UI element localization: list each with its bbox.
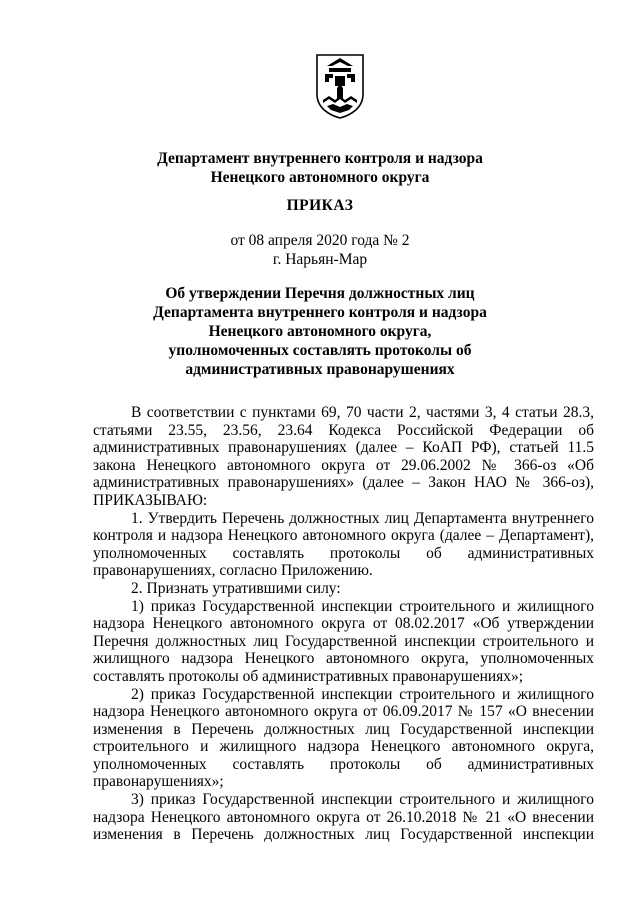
subject-line-3: Ненецкого автономного округа, [208,323,432,340]
document-body [93,404,594,844]
paragraph-item-2: 2. Признать утратившими силу: [131,579,341,597]
subject-line-4: уполномоченных составлять протоколы об [168,342,472,359]
department-name-line-2: Ненецкого автономного округа [210,169,430,186]
paragraph-item-1: 1. Утвердить Перечень должностных лиц Департамента внутреннего контроля и надзора Ненецкого автономного округа (далее – Департамент), уполномоченных составлять протоколы об административных правонарушениях, согласно Приложению. [93,509,594,580]
subject-line-2: Департамента внутреннего контроля и надзора [153,304,487,321]
paragraph-intro: В соответствии с пунктами 69, 70 части 2, частями 3, 4 статьи 28.3, статьями 23.55, 23.56, 23.64 Кодекса Российской Федерации об административных правонарушениях (далее – КоАП РФ), статьей 11.5 закона Ненецкого автономного округа от 29.06.2002 № 366-оз «Об административных правонарушениях» (далее – Закон НАО № 366-оз), ПРИКАЗЫВАЮ: [93,404,594,509]
document-place: г. Нарьян-Мар [272,251,368,268]
nenets-coat-of-arms-icon [313,52,367,120]
paragraph-item-2-3: 3) приказ Государственной инспекции строительного и жилищного надзора Ненецкого автономного округа от 26.10.2018 № 21 «О внесении изменения в Перечень должностных лиц Государственной инспекции [93,791,594,844]
document-subject [80,284,560,379]
subject-line-5: административных правонарушениях [185,361,455,378]
department-name [80,149,560,187]
document-date: от 08 апреля 2020 года № 2 [230,232,410,249]
paragraph-item-2-2: 2) приказ Государственной инспекции строительного и жилищного надзора Ненецкого автономного округа от 06.09.2017 № 157 «О внесении изменения в Перечень должностных лиц Государственной инспекции строительного и жилищного надзора Ненецкого автономного округа, уполномоченных составлять протоколы об административных правонарушениях»; [93,685,594,791]
document-type: ПРИКАЗ [286,197,354,214]
paragraph-item-2-1: 1) приказ Государственной инспекции строительного и жилищного надзора Ненецкого автономного округа от 08.02.2017 «Об утверждении Перечня должностных лиц Государственной инспекции строительного и жилищного надзора Ненецкого автономного округа, уполномоченных составлять протоколы об административных правонарушениях»; [93,597,594,685]
document-meta [80,231,560,269]
department-name-line-1: Департамент внутреннего контроля и надзора [157,150,483,167]
subject-line-1: Об утверждении Перечня должностных лиц [165,285,475,302]
